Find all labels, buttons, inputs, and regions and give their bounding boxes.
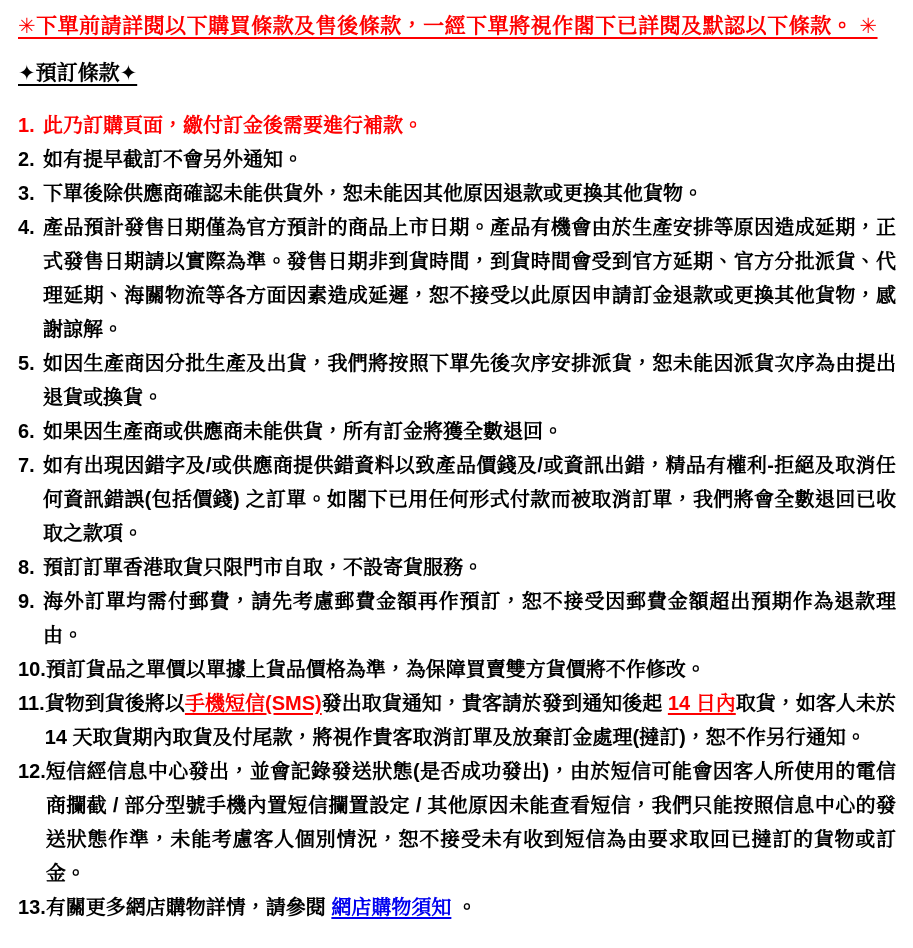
item-text: 預訂訂單香港取貨只限門市自取，不設寄貨服務。 xyxy=(43,557,483,579)
item-text: 如有出現因錯字及/或供應商提供錯資料以致產品價錢及/或資訊出錯，精品有權利-拒絕及取消任何資訊錯誤(包括價錢) 之訂單。如閣下已用任何形式付款而被取消訂單，我們將會全數退回已收取之款項。 xyxy=(43,455,896,545)
item-number: 13. xyxy=(18,897,46,919)
term-item-3 xyxy=(18,177,896,211)
item-text: 產品預計發售日期僅為官方預計的商品上市日期。產品有機會由於生產安排等原因造成延期，正式發售日期請以實際為準。發售日期非到貨時間，到貨時間會受到官方延期、官方分批派貨、代理延期、海關物流等各方面因素造成延遲，恕不接受以此原因申請訂金退款或更換其他貨物，感謝諒解。 xyxy=(43,217,896,341)
item-number: 10. xyxy=(18,659,46,681)
item-text: 此乃訂購頁面，繳付訂金後需要進行補款。 xyxy=(43,115,423,137)
item-text: 海外訂單均需付郵費，請先考慮郵費金額再作預訂，恕不接受因郵費金額超出預期作為退款理由。 xyxy=(43,591,896,647)
shop-guide-link[interactable]: 網店購物須知 xyxy=(331,897,452,919)
item-text-segment: 。 xyxy=(451,897,477,919)
term-item-10 xyxy=(18,653,896,687)
purchase-notice-banner: ✳下單前請詳閱以下購買條款及售後條款，一經下單將視作閣下已詳閱及默認以下條款。 ✳ xyxy=(18,15,878,38)
preorder-terms-title: ✦預訂條款✦ xyxy=(18,62,138,85)
item-number: 3. xyxy=(18,183,35,205)
item-text: 下單後除供應商確認未能供貨外，恕未能因其他原因退款或更換其他貨物。 xyxy=(43,183,703,205)
term-item-13 xyxy=(18,891,896,925)
term-item-12 xyxy=(18,755,896,891)
item-text-segment: 發出取貨通知，貴客請於發到通知後起 xyxy=(321,693,668,715)
item-text: 如果因生產商或供應商未能供貨，所有訂金將獲全數退回。 xyxy=(43,421,563,443)
term-item-4 xyxy=(18,211,896,347)
section-title-row xyxy=(18,60,896,87)
item-number: 4. xyxy=(18,217,35,239)
terms-list xyxy=(18,109,896,925)
item-text: 短信經信息中心發出，並會記錄發送狀態(是否成功發出)，由於短信可能會因客人所使用的電信商攔截 / 部分型號手機內置短信攔置設定 / 其他原因未能查看短信，我們只能按照信息中心的發送狀態作準，未能考慮客人個別情況，恕不接受未有收到短信為由要求取回已撻訂的貨物或訂金。 xyxy=(45,761,896,885)
item-number: 2. xyxy=(18,149,35,171)
term-item-11 xyxy=(18,687,896,755)
item-number: 5. xyxy=(18,353,35,375)
term-item-8 xyxy=(18,551,896,585)
item-text-segment: 貨物到貨後將以 xyxy=(44,693,185,715)
item-text: 如因生產商因分批生產及出貨，我們將按照下單先後次序安排派貨，恕未能因派貨次序為由提出退貨或換貨。 xyxy=(43,353,896,409)
sms-notice-emphasis: 手機短信(SMS) xyxy=(184,693,322,715)
item-text xyxy=(46,891,896,925)
item-text: 如有提早截訂不會另外通知。 xyxy=(43,149,303,171)
term-item-1 xyxy=(18,109,896,143)
term-item-9 xyxy=(18,585,896,653)
item-text: 預訂貨品之單價以單據上貨品價格為準，為保障買賣雙方貨價將不作修改。 xyxy=(45,659,706,681)
term-item-7 xyxy=(18,449,896,551)
item-text xyxy=(45,687,896,755)
item-number: 9. xyxy=(18,591,35,613)
item-number: 7. xyxy=(18,455,35,477)
item-number: 1. xyxy=(18,115,35,137)
item-text-segment: 取貨，如客人未於 14 天取貨期內取貨及付尾款，將視作貴客取消訂單及放棄訂金處理(撻訂)，恕不作另行通知。 xyxy=(44,693,896,749)
term-item-6 xyxy=(18,415,896,449)
item-number: 12. xyxy=(18,761,46,783)
item-number: 6. xyxy=(18,421,35,443)
item-number: 8. xyxy=(18,557,35,579)
pickup-deadline-emphasis: 14 日內 xyxy=(667,693,736,715)
item-number: 11. xyxy=(18,693,45,715)
item-text-segment: 有關更多網店購物詳情，請參閱 xyxy=(45,897,332,919)
term-item-5 xyxy=(18,347,896,415)
term-item-2 xyxy=(18,143,896,177)
